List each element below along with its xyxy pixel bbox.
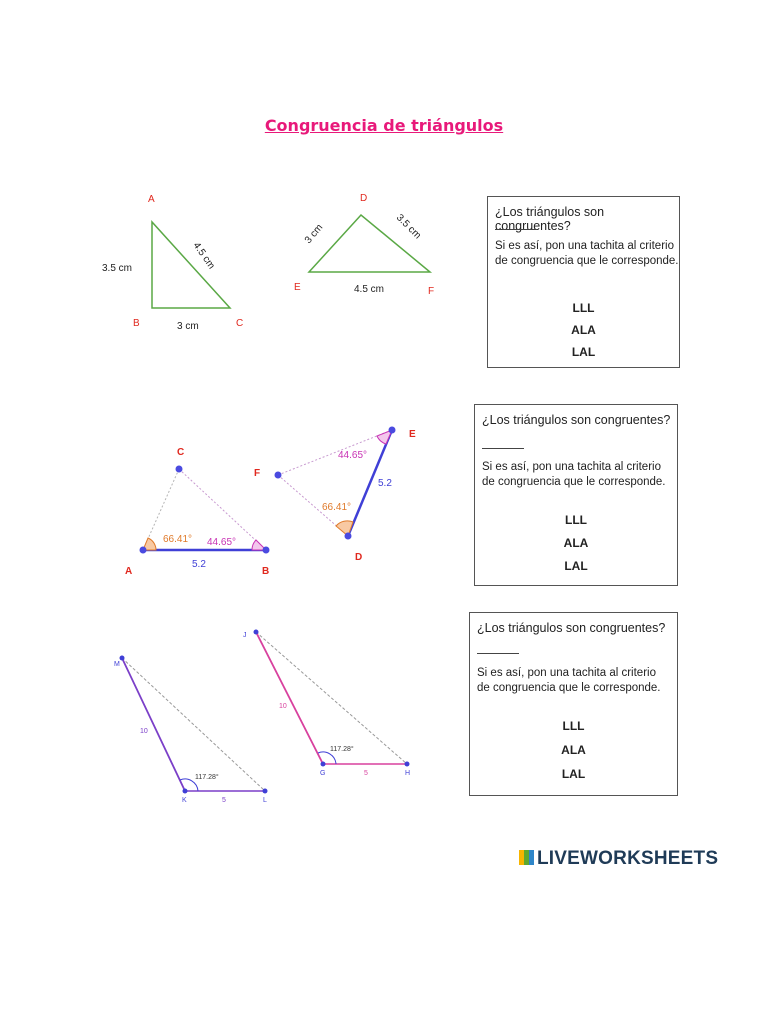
angle-k-label: 117.28° <box>195 774 219 781</box>
option-lal[interactable]: LAL <box>564 559 588 573</box>
label-A-2: A <box>125 566 133 577</box>
question-box-3 <box>469 612 678 796</box>
answer-blank[interactable] <box>495 229 537 230</box>
option-lal[interactable]: LAL <box>571 345 596 359</box>
side-de-label-2: 5.2 <box>378 478 392 489</box>
triangle-jgh <box>243 630 410 778</box>
side-ab-label-2: 5.2 <box>192 559 206 570</box>
label-B: B <box>133 318 140 329</box>
option-lll[interactable]: LLL <box>562 719 585 733</box>
option-lll[interactable]: LLL <box>565 513 587 527</box>
option-ala[interactable]: ALA <box>563 536 589 550</box>
question-box-2 <box>474 404 678 586</box>
label-B-2: B <box>262 566 270 577</box>
label-E-2: E <box>409 429 416 440</box>
angle-b-label: 44.65° <box>207 537 237 548</box>
label-L: L <box>263 797 267 804</box>
liveworksheets-logo <box>519 848 718 870</box>
question-text: ¿Los triángulos son congruentes? <box>482 413 671 427</box>
label-M: M <box>114 661 120 668</box>
side-jg-label: 10 <box>279 703 287 710</box>
label-C-2: C <box>177 447 185 458</box>
question-box-1 <box>487 196 680 368</box>
label-J: J <box>243 632 247 639</box>
side-kl-label: 5 <box>222 797 226 804</box>
option-lll[interactable]: LLL <box>572 301 595 315</box>
option-ala[interactable]: ALA <box>571 323 596 337</box>
option-ala[interactable]: ALA <box>561 743 586 757</box>
angle-g-label: 117.28° <box>330 746 354 753</box>
side-ac-label: 4.5 cm <box>190 240 217 272</box>
angle-d-label: 66.41° <box>322 502 352 513</box>
side-mk-label: 10 <box>140 728 148 735</box>
instruction-text: Si es así, pon una tachita al criterio de congruencia que le corresponde. <box>477 667 661 694</box>
logo-text: LIVEWORKSHEETS <box>537 848 719 869</box>
label-K: K <box>182 797 187 804</box>
label-F: F <box>428 286 435 297</box>
side-de-label: 3 cm <box>302 222 326 246</box>
side-gh-label: 5 <box>364 770 368 777</box>
label-D-2: D <box>355 552 363 563</box>
instruction-text: Si es así, pon una tachita al criterio de congruencia que le corresponde. <box>495 240 679 267</box>
page-title: Congruencia de triángulos <box>264 116 504 135</box>
option-lal[interactable]: LAL <box>561 767 586 781</box>
question-text: ¿Los triángulos son congruentes? <box>477 621 666 635</box>
angle-e-label: 44.65° <box>338 450 368 461</box>
side-df-label: 3.5 cm <box>393 212 423 242</box>
label-D: D <box>360 193 368 204</box>
label-H: H <box>405 770 411 777</box>
label-E: E <box>294 282 301 293</box>
answer-blank[interactable] <box>477 653 519 654</box>
answer-blank[interactable] <box>482 448 524 449</box>
side-bc-label: 3 cm <box>177 321 199 332</box>
triangle-mkl <box>114 656 268 805</box>
label-C: C <box>236 318 244 329</box>
instruction-text: Si es así, pon una tachita al criterio de congruencia que le corresponde. <box>482 461 666 488</box>
label-A: A <box>148 194 155 205</box>
liveworksheets-mark-icon <box>519 850 534 865</box>
question-text: ¿Los triángulos son congruentes? <box>495 205 605 233</box>
angle-a-label: 66.41° <box>163 534 193 545</box>
side-ab-label: 3.5 cm <box>102 263 133 274</box>
side-ef-label: 4.5 cm <box>354 284 385 295</box>
label-G: G <box>320 770 326 777</box>
label-F-2: F <box>254 468 261 479</box>
